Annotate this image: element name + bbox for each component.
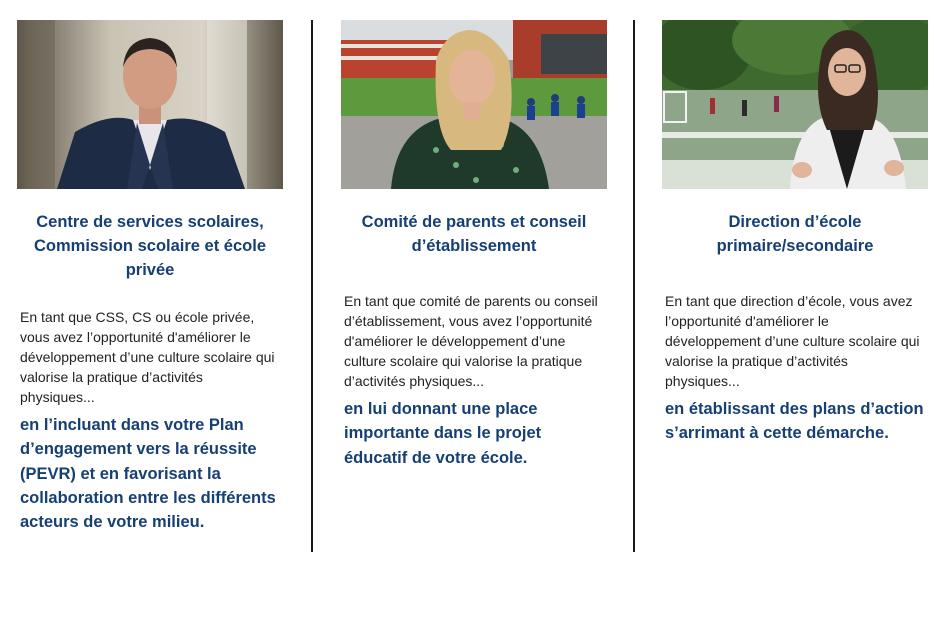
column-action-text: en établissant des plans d’action s’arrimant à cette démarche. [665,400,924,443]
column-divider [633,20,635,552]
column-comite-parents [341,20,607,470]
column-action-text: en l’incluant dans votre Plan d’engagement vers la réussite (PEVR) et en favorisant la collaboration entre les différents acteurs de votre milieu. [20,416,276,532]
column-divider [311,20,313,552]
photo-man-in-suit [17,20,283,189]
column-intro-text: En tant que CSS, CS ou école privée, vous avez l’opportunité d'améliorer le développement d’une culture scolaire qui valorise la pratique d’activités physiques... [20,309,275,405]
photo-woman-schoolyard [341,20,607,189]
column-css-cs-ecole-privee [17,20,283,534]
column-direction-ecole [662,20,928,446]
column-intro-text: En tant que comité de parents ou conseil d’établissement, vous avez l’opportunité d'améliorer le développement d’une culture scolaire qui valorise la pratique d’activités physiques... [344,293,598,389]
column-heading: Comité de parents et conseil d’établissement [361,213,587,255]
column-heading: Direction d’école primaire/secondaire [716,213,874,255]
column-intro-text: En tant que direction d’école, vous avez l’opportunité d'améliorer le développement d’une culture scolaire qui valorise la pratique d’activités physiques... [665,293,920,389]
photo-woman-sports-field [662,20,928,189]
column-heading: Centre de services scolaires, Commission scolaire et école privée [33,213,266,279]
column-action-text: en lui donnant une place importante dans le projet éducatif de votre école. [344,400,542,467]
